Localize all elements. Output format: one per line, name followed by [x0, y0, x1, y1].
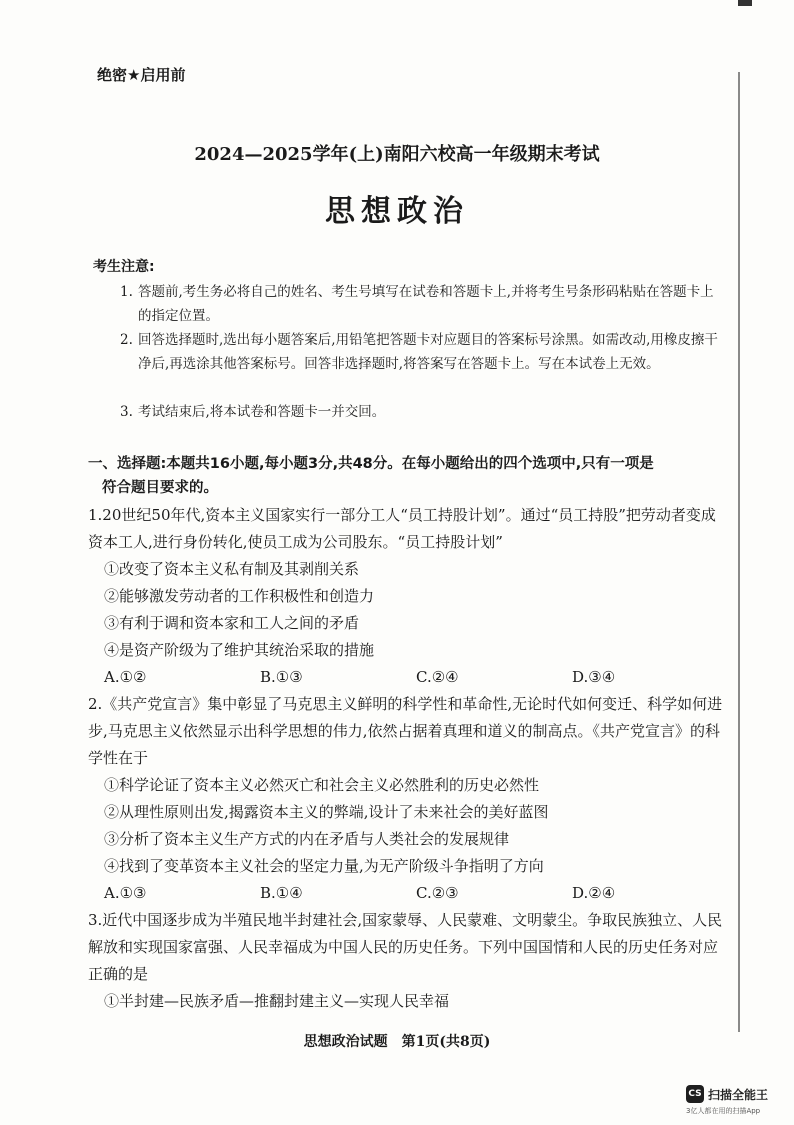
choice-c: C.②③	[416, 884, 459, 902]
scanner-tagline: 3亿人都在用的扫描App	[686, 1107, 761, 1115]
notice-item	[120, 400, 720, 424]
choice-a: A.①③	[104, 884, 147, 902]
question-option: ④是资产阶级为了维护其统治采取的措施	[104, 641, 375, 659]
camscanner-icon: CS	[686, 1085, 704, 1103]
choice-b: B.①③	[260, 668, 303, 686]
question-option: ①半封建—民族矛盾—推翻封建主义—实现人民幸福	[104, 992, 450, 1010]
answer-choices	[88, 664, 728, 691]
confidential-mark: 绝密★启用前	[97, 66, 186, 84]
notice-item	[120, 328, 720, 376]
question-option: ②从理性原则出发,揭露资本主义的弊端,设计了未来社会的美好蓝图	[104, 803, 549, 821]
notice-number: 2.	[120, 332, 133, 348]
notice-text: 答题前,考生务必将自己的姓名、考生号填写在试卷和答题卡上,并将考生号条形码粘贴在答题卡上的指定位置。	[138, 284, 714, 324]
question-stem: 3.近代中国逐步成为半殖民地半封建社会,国家蒙辱、人民蒙难、文明蒙尘。争取民族独立、人民解放和实现国家富强、人民幸福成为中国人民的历史任务。下列中国国情和人民的历史任务对应正确的是	[88, 911, 723, 983]
question-1	[88, 502, 728, 691]
question-option: ④找到了变革资本主义社会的坚定力量,为无产阶级斗争指明了方向	[104, 857, 544, 875]
top-corner-mark	[738, 0, 752, 6]
scanner-name: 扫描全能王	[708, 1087, 769, 1102]
choice-d: D.③④	[572, 668, 616, 686]
scanner-watermark	[686, 1085, 768, 1103]
question-3	[88, 907, 728, 1015]
notice-number: 3.	[120, 404, 133, 420]
question-stem: 2.《共产党宣言》集中彰显了马克思主义鲜明的科学性和革命性,无论时代如何变迁、科学如何进步,马克思主义依然显示出科学思想的伟力,依然占据着真理和道义的制高点。《共产党宣言》的科学性在于	[88, 695, 723, 767]
question-option: ①科学论证了资本主义必然灭亡和社会主义必然胜利的历史必然性	[104, 776, 540, 794]
choice-a: A.①②	[104, 668, 147, 686]
choice-c: C.②④	[416, 668, 459, 686]
section-line: 符合题目要求的。	[102, 480, 218, 496]
notice-heading: 考生注意:	[93, 259, 155, 275]
section-heading	[88, 452, 728, 500]
answer-choices	[88, 880, 728, 907]
question-option: ②能够激发劳动者的工作积极性和创造力	[104, 587, 375, 605]
question-2	[88, 691, 728, 907]
section-line: 一、选择题:本题共16小题,每小题3分,共48分。在每小题给出的四个选项中,只有一项是	[88, 456, 654, 472]
question-option: ③分析了资本主义生产方式的内在矛盾与人类社会的发展规律	[104, 830, 510, 848]
choice-b: B.①④	[260, 884, 303, 902]
page-footer: 思想政治试题 第1页(共8页)	[303, 1034, 491, 1050]
notice-text: 考试结束后,将本试卷和答题卡一并交回。	[138, 404, 386, 420]
question-option: ①改变了资本主义私有制及其剥削关系	[104, 560, 360, 578]
notice-text: 回答选择题时,选出每小题答案后,用铅笔把答题卡对应题目的答案标号涂黑。如需改动,用橡皮擦干净后,再选涂其他答案标号。回答非选择题时,将答案写在答题卡上。写在本试卷上无效。	[138, 332, 718, 372]
notice-item	[120, 280, 720, 328]
question-stem: 1.20世纪50年代,资本主义国家实行一部分工人“员工持股计划”。通过“员工持股”把劳动者变成资本工人,进行身份转化,使员工成为公司股东。“员工持股计划”	[88, 506, 716, 551]
question-option: ③有利于调和资本家和工人之间的矛盾	[104, 614, 360, 632]
subject-title: 思想政治	[325, 194, 469, 229]
exam-title: 2024—2025学年(上)南阳六校高一年级期末考试	[194, 144, 600, 165]
notice-number: 1.	[120, 284, 133, 300]
choice-d: D.②④	[572, 884, 616, 902]
